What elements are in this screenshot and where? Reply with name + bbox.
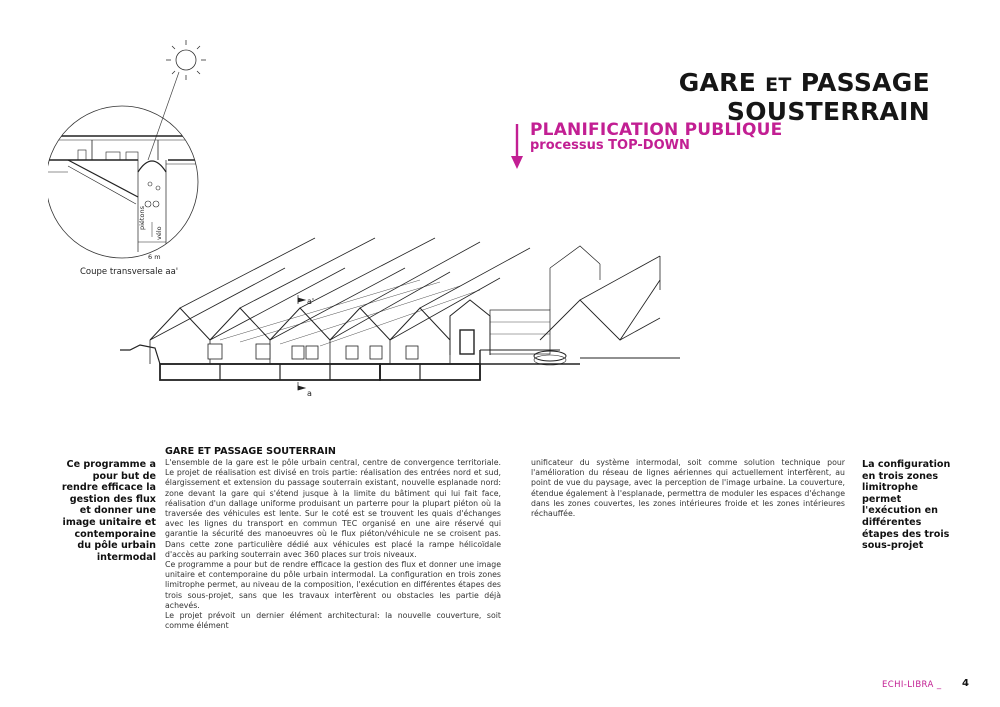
- page-number: 4: [962, 678, 969, 689]
- label-pietons: piétons: [138, 206, 146, 230]
- station-section-drawing: [120, 220, 680, 400]
- sidebar-quote-left: Ce programme a pour but de rendre efficace la gestion des flux et donner une image unitaire et contemporaine du pôle urbain intermodal: [61, 459, 156, 563]
- label-velo: vélo: [155, 226, 163, 240]
- page-title: GARE ET PASSAGE SOUSTERRAIN: [678, 68, 930, 126]
- label-a: a: [307, 389, 312, 398]
- body-column-1: [165, 458, 501, 631]
- sun-icon: [166, 40, 206, 80]
- label-a-prime: a': [307, 297, 315, 306]
- label-width: 6 m: [148, 253, 161, 261]
- planning-title: PLANIFICATION PUBLIQUE: [530, 120, 783, 140]
- body-paragraph: L'ensemble de la gare est le pôle urbain central, centre de convergence territoriale. Le projet de réalisation est divisé en trois partie: réalisation des entrées nord et sud, élargissement et extension du passage souterrain existant, nouvelle esplanade nord: zone devant la gare qui s'étend jusque à la limite du bâtiment qui lui fait face, réalisation d'un dallage uniforme produisant un parterre pour la plupart piéton où la traversée des véhicules est lente. Sur le coté est se trouvent les quais d'échanges avec les lignes du transport en commun TEC organisé en une aire réservé qui garantie la sécurité des manoeuvres où le flux piéton/véhicule ne se croisent pas. Dans cette zone particulière dédié aux véhicules est placé la rampe hélicoïdale d'accès au parking souterrain avec 360 places sur trois niveaux.: [165, 458, 501, 559]
- body-paragraph: Ce programme a pour but de rendre efficace la gestion des flux et donner une image unitaire et contemporaine du pôle urbain intermodal. La configuration en trois zones limitrophe permet, au niveau de la composition, l'exécution en différentes étapes des trois sous-projet, sans que les travaux interfèrent ou obstacles les partie déjà achevés.: [165, 560, 501, 610]
- footer-brand: ECHI-LIBRA _: [882, 680, 942, 690]
- arrow-down-icon: [511, 124, 523, 170]
- sidebar-quote-right: La configuration en trois zones limitrophe permet l'exécution en différentes étapes des trois sous-projet: [862, 459, 951, 552]
- section-caption: Coupe transversale aa': [80, 267, 179, 277]
- body-paragraph: unificateur du système intermodal, soit comme solution technique pour l'amélioration du réseau de lignes aériennes qui actuellement interfèrent, au point de vue du paysage, avec la perception de l'image urbaine. La couverture, étendue également à l'esplanade, permettra de moduler les espaces d'échange dans les zones couvertes, les zones intérieures froide et les zones intérieures réchauffée.: [531, 458, 845, 519]
- body-heading: GARE ET PASSAGE SOUTERRAIN: [165, 446, 336, 457]
- body-column-2: [531, 458, 845, 519]
- body-paragraph: Le projet prévoit un dernier élément architectural: la nouvelle couverture, soit comme élément: [165, 611, 501, 631]
- planning-subtitle: processus TOP-DOWN: [530, 138, 690, 153]
